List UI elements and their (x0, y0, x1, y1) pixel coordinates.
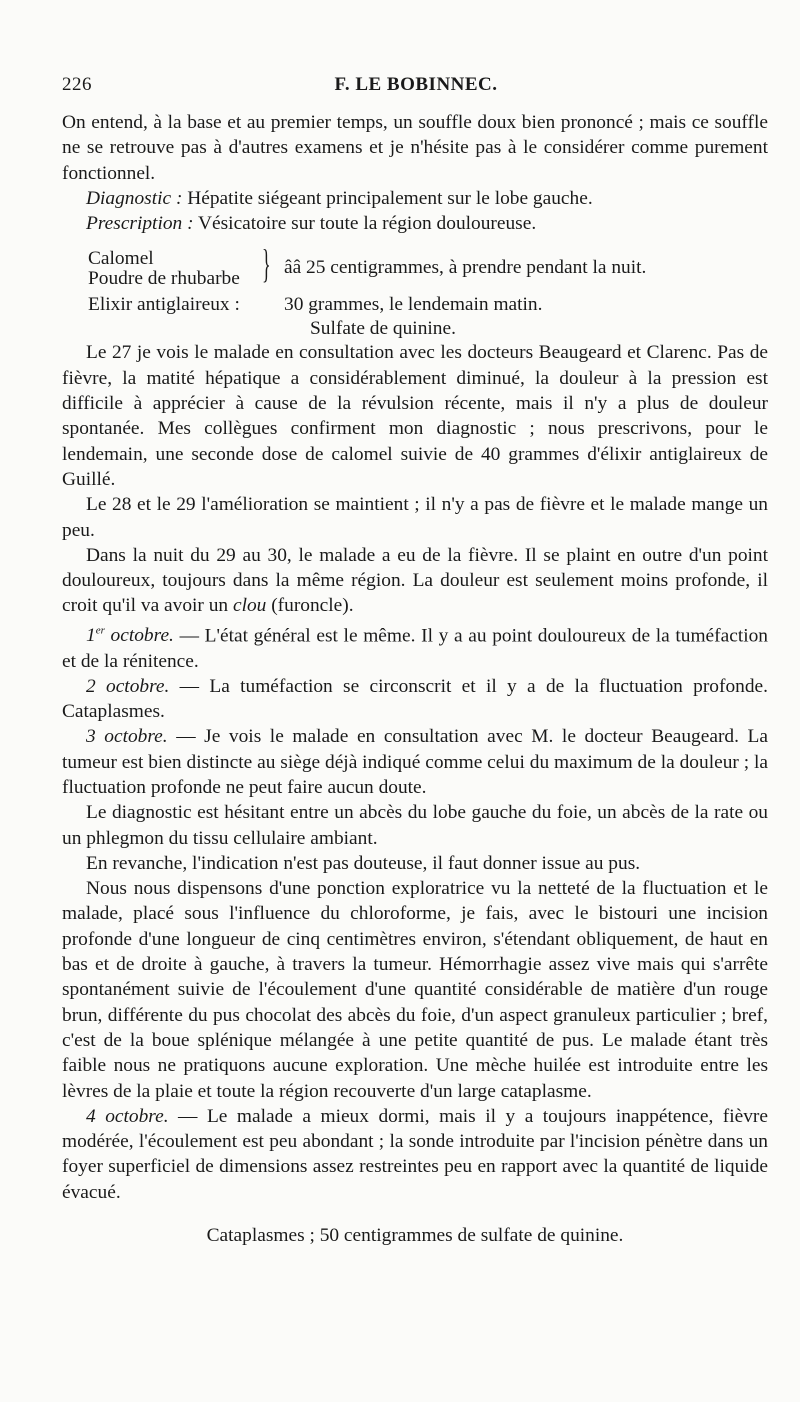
running-title: F. LE BOBINNEC. (334, 74, 498, 95)
prescription-text: Vésicatoire sur toute la région douloureuse. (193, 213, 537, 235)
diagnostic-label: Diagnostic : (86, 187, 183, 209)
prescription-list (62, 241, 768, 340)
entry-date: 3 octobre. (86, 726, 168, 748)
entry-3-octobre (62, 724, 768, 800)
rx-brace: } (262, 241, 271, 287)
clou-word: clou (232, 595, 267, 617)
rx-dose-shared: ââ 25 centigrammes, à prendre pendant la nuit. (284, 257, 647, 279)
entry-date: 2 octobre. (86, 675, 170, 697)
page-number: 226 (62, 74, 92, 95)
diagnostic-paragraph (62, 186, 768, 211)
paragraph: Le 27 je vois le malade en consultation avec les docteurs Beaugeard et Clarenc. Pas de fièvre, la matité hépatique a considérablement diminué, la douleur à la pression est difficile à apprécier à cause de la révulsion récente, mais il n'y a plus de douleur spontanée. Mes collègues confirment mon diagnostic ; nous prescrivons, pour le lendemain, une seconde dose de calomel suivie de 40 grammes d'élixir antiglaireux de Guillé. (62, 342, 768, 490)
page-header (62, 74, 770, 104)
prescription-label: Prescription : (86, 213, 194, 235)
diagnostic-text: Hépatite siégeant principalement sur le lobe gauche. (182, 187, 593, 209)
entry-text: — Je vois le malade en consultation avec M. le docteur Beaugeard. La tumeur est bien distincte au siège déjà indiqué comme celui du maximum de la douleur ; la fluctuation profonde ne peut faire aucun doute. (62, 726, 768, 798)
page-body (62, 110, 768, 1248)
entry-2-octobre (62, 674, 768, 725)
paragraph-text: (furoncle). (266, 595, 354, 617)
paragraph: En revanche, l'indication n'est pas douteuse, il faut donner issue au pus. (86, 852, 641, 874)
rx-dose-elixir: 30 grammes, le lendemain matin. (284, 294, 543, 316)
paragraph: Le 28 et le 29 l'amélioration se maintient ; il n'y a pas de fièvre et le malade mange un peu. (62, 494, 768, 541)
entry-1-octobre (62, 619, 768, 674)
paragraph: Le diagnostic est hésitant entre un abcès du lobe gauche du foie, un abcès de la rate ou un phlegmon du tissu cellulaire ambiant. (62, 802, 768, 849)
rx-item-elixir: Elixir antiglaireux : (88, 294, 240, 316)
paragraph (62, 543, 768, 619)
rx-item-calomel: Calomel (88, 248, 154, 270)
entry-text: — La tuméfaction se circonscrit et il y a de la fluctuation profonde. Cataplasmes. (62, 675, 769, 723)
entry-date: 1er octobre. (86, 624, 174, 647)
paragraph: Nous nous dispensons d'une ponction exploratrice vu la netteté de la fluctuation et le malade, placé sous l'influence du chloroforme, je fais, avec le bistouri une incision profonde d'une longueur de cinq centimètres environ, s'étendant obliquement, de haut en bas et de droite à gauche, à travers la tumeur. Hémorrhagie assez vive mais qui s'arrête spontanément suivie de l'écoulement d'une quantité considérable de matière d'un rouge brun, différente du pus chocolat des abcès du foie, d'un aspect granuleux particulier ; bref, c'est de la boue splénique mélangée à une petite quantité de pus. Le malade étant très faible nous ne pratiquons aucune exploration. Une mèche huilée est introduite entre les lèvres de la plaie et toute la région recouverte d'un large cataplasme. (62, 878, 768, 1102)
paragraph: On entend, à la base et au premier temps, un souffle doux bien prononcé ; mais ce souffle ne se retrouve pas à d'autres examens et je n'hésite pas à le considérer comme purement fonctionnel. (62, 112, 768, 184)
entry-text: — L'état général est le même. Il y a au point douloureux de la tuméfaction et de la rénitence. (62, 625, 768, 672)
paragraph-text: Dans la nuit du 29 au 30, le malade a eu de la fièvre. Il se plaint en outre d'un point douloureux, toujours dans la même région. La douleur est seulement moins profonde, il croit qu'il va avoir un (62, 544, 768, 617)
prescription-paragraph (62, 211, 768, 236)
entry-text: — Le malade a mieux dormi, mais il y a toujours inappétence, fièvre modérée, l'écoulement est peu abondant ; la sonde introduite par l'incision pénètre dans un foyer superficiel de dimensions assez restreintes peu en rapport avec la quantité de liquide évacué. (62, 1105, 768, 1203)
rx-item-quinine: Sulfate de quinine. (310, 318, 456, 340)
entry-4-octobre (62, 1104, 768, 1205)
entry-date: 4 octobre. (86, 1105, 169, 1127)
rx-item-rhubarbe: Poudre de rhubarbe (88, 268, 240, 290)
closing-prescription: Cataplasmes ; 50 centigrammes de sulfate de quinine. (206, 1225, 624, 1247)
